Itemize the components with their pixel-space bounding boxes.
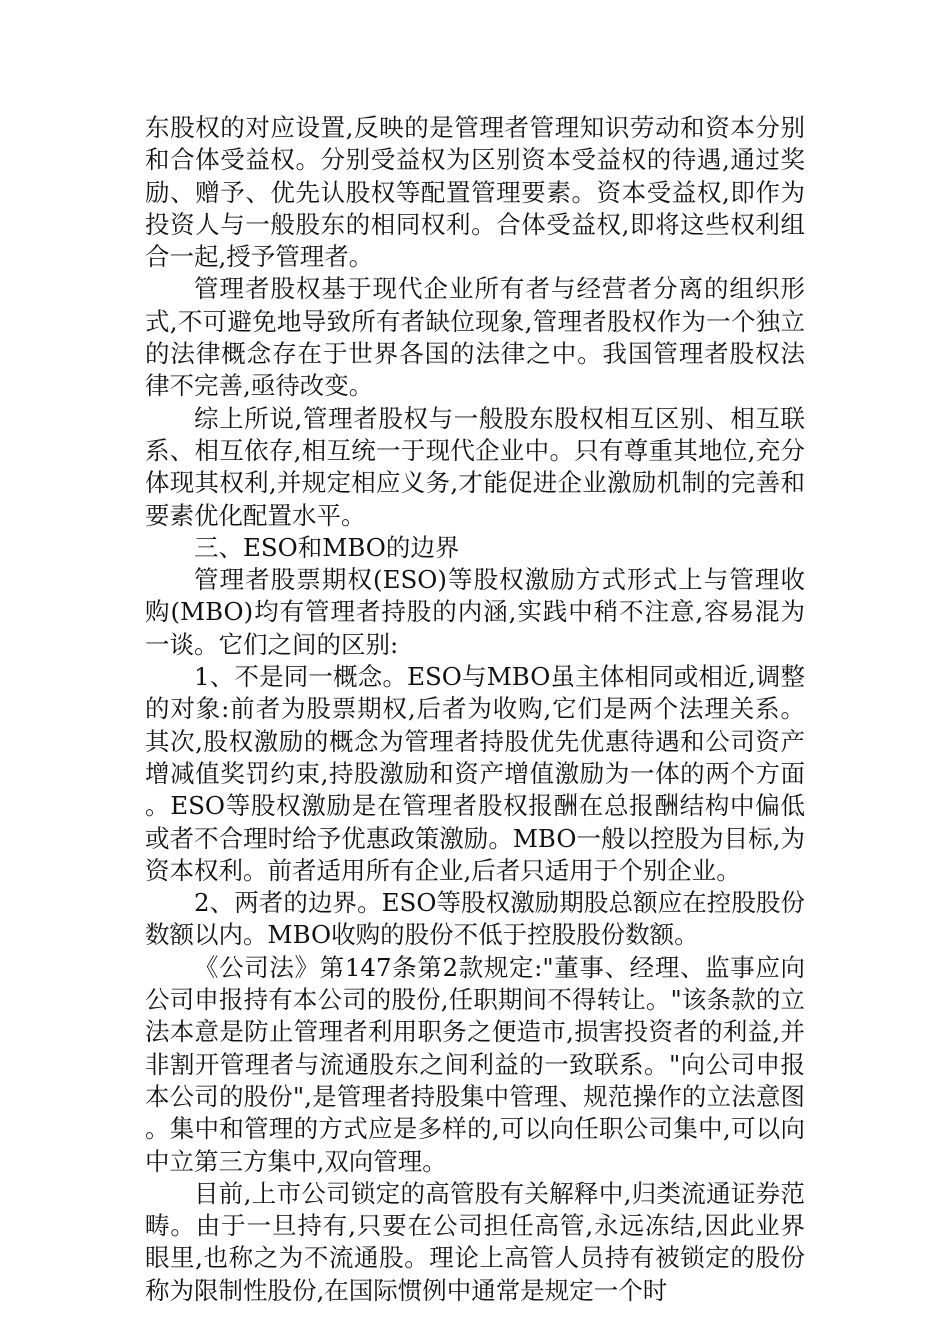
paragraph-7: 2、两者的边界。ESO等股权激励期股总额应在控股股份数额以内。MBO收购的股份不低于控股股份数额。 bbox=[145, 888, 805, 950]
paragraph-1: 东股权的对应设置,反映的是管理者管理知识劳动和资本分别和合体受益权。分别受益权为区别资本受益权的待遇,通过奖励、赠予、优先认股权等配置管理要素。资本受益权,即作为投资人与一般股东的相同权利。合体受益权,即将这些权利组合一起,授予管理者。 bbox=[145, 113, 805, 272]
document-body bbox=[145, 112, 805, 1307]
paragraph-9: 目前,上市公司锁定的高管股有关解释中,归类流通证券范畴。由于一旦持有,只要在公司担任高管,永远冻结,因此业界眼里,也称之为不流通股。理论上高管人员持有被锁定的股份称为限制性股份,在国际惯例中通常是规定一个时 bbox=[145, 1178, 805, 1305]
paragraph-6: 1、不是同一概念。ESO与MBO虽主体相同或相近,调整的对象:前者为股票期权,后者为收购,它们是两个法理关系。其次,股权激励的概念为管理者持股优先优惠待遇和公司资产增减值奖罚约束,持股激励和资产增值激励为一体的两个方面。ESO等股权激励是在管理者股权报酬在总报酬结构中偏低或者不合理时给予优惠政策激励。MBO一般以控股为目标,为资本权利。前者适用所有企业,后者只适用于个别企业。 bbox=[145, 662, 805, 885]
section-heading: 三、ESO和MBO的边界 bbox=[194, 532, 460, 562]
paragraph-5: 管理者股票期权(ESO)等股权激励方式形式上与管理收购(MBO)均有管理者持股的内涵,实践中稍不注意,容易混为一谈。它们之间的区别: bbox=[145, 565, 805, 659]
paragraph-8: 《公司法》第147条第2款规定:"董事、经理、监事应向公司申报持有本公司的股份,任职期间不得转让。"该条款的立法本意是防止管理者利用职务之便造市,损害投资者的利益,并非割开管理者与流通股东之间利益的一致联系。"向公司申报本公司的股份",是管理者持股集中管理、规范操作的立法意图。集中和管理的方式应是多样的,可以向任职公司集中,可以向中立第三方集中,双向管理。 bbox=[145, 952, 805, 1176]
paragraph-3: 综上所说,管理者股权与一般股东股权相互区别、相互联系、相互依存,相互统一于现代企业中。只有尊重其地位,充分体现其权利,并规定相应义务,才能促进企业激励机制的完善和要素优化配置水平。 bbox=[145, 403, 805, 530]
paragraph-2: 管理者股权基于现代企业所有者与经营者分离的组织形式,不可避免地导致所有者缺位现象,管理者股权作为一个独立的法律概念存在于世界各国的法律之中。我国管理者股权法律不完善,亟待改变。 bbox=[145, 274, 805, 401]
